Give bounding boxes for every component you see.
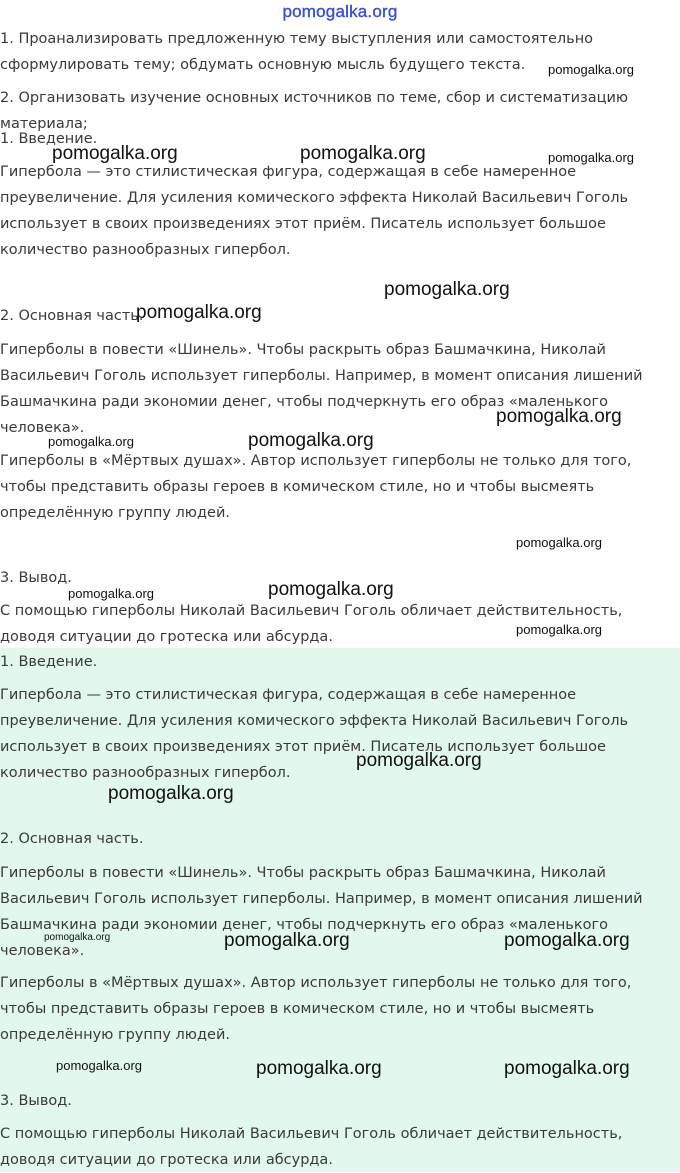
watermark: pomogalka.org [68,586,154,601]
intro-heading: 1. Введение. [0,131,98,147]
main-text-dead-souls-highlighted: Гиперболы в «Мёртвых душах». Автор использует гиперболы не только для того, чтобы представить образы героев в комическом стиле, но и чтобы высмеять определённую группу людей. [0,975,632,1043]
watermark: pomogalka.org [44,932,111,943]
watermark: pomogalka.org [548,150,634,165]
site-title[interactable]: pomogalka.org [282,2,398,21]
watermark: pomogalka.org [56,1058,142,1073]
watermark: pomogalka.org [268,579,394,600]
main-heading: 2. Основная часть. [0,308,144,324]
watermark: pomogalka.org [300,143,426,164]
watermark: pomogalka.org [108,783,234,804]
watermark: pomogalka.org [248,430,374,451]
intro-text: Гипербола — это стилистическая фигура, содержащая в себе намеренное преувеличение. Для усиления комического эффекта Николай Васильевич Гоголь использует в своих произведениях этот приём. Писатель использует большое количество разнообразных гипербол. [0,164,629,258]
watermark: pomogalka.org [52,143,178,164]
conclusion-heading: 3. Вывод. [0,570,72,586]
conclusion-text: С помощью гиперболы Николай Васильевич Гоголь обличает действительность, доводя ситуации до гротеска или абсурда. [0,603,623,645]
watermark: pomogalka.org [548,62,634,77]
main-text-shinel: Гиперболы в повести «Шинель». Чтобы раскрыть образ Башмачкина, Николай Васильевич Гоголь использует гиперболы. Например, в момент описания лишений Башмачкина ради экономии денег, чтобы подчеркнуть его образ «маленького человека». [0,342,643,436]
main-heading-highlighted: 2. Основная часть. [0,831,144,847]
conclusion-text-highlighted: С помощью гиперболы Николай Васильевич Гоголь обличает действительность, доводя ситуации до гротеска или абсурда. [0,1126,623,1168]
watermark: pomogalka.org [504,1058,630,1079]
main-text-shinel-highlighted: Гиперболы в повести «Шинель». Чтобы раскрыть образ Башмачкина, Николай Васильевич Гоголь использует гиперболы. Например, в момент описания лишений Башмачкина ради экономии денег, чтобы подчеркнуть его образ «маленького человека». [0,865,643,959]
plan-step-1: 1. Проанализировать предложенную тему выступления или самостоятельно сформулировать тему; обдумать основную мысль будущего текста. [0,31,594,73]
watermark: pomogalka.org [48,434,134,449]
watermark: pomogalka.org [136,302,262,323]
intro-text-highlighted: Гипербола — это стилистическая фигура, содержащая в себе намеренное преувеличение. Для усиления комического эффекта Николай Васильевич Гоголь использует в своих произведениях этот приём. Писатель использует большое количество разнообразных гипербол. [0,687,629,781]
watermark: pomogalka.org [384,279,510,300]
watermark: pomogalka.org [356,750,482,771]
watermark: pomogalka.org [516,622,602,637]
watermark: pomogalka.org [516,535,602,550]
conclusion-heading-highlighted: 3. Вывод. [0,1093,72,1109]
watermark: pomogalka.org [224,930,350,951]
watermark: pomogalka.org [504,930,630,951]
intro-heading-highlighted: 1. Введение. [0,654,98,670]
watermark: pomogalka.org [496,406,622,427]
plan-step-2: 2. Организовать изучение основных источников по теме, сбор и систематизацию материала; [0,90,629,132]
watermark: pomogalka.org [256,1058,382,1079]
main-text-dead-souls: Гиперболы в «Мёртвых душах». Автор использует гиперболы не только для того, чтобы представить образы героев в комическом стиле, но и чтобы высмеять определённую группу людей. [0,453,632,521]
